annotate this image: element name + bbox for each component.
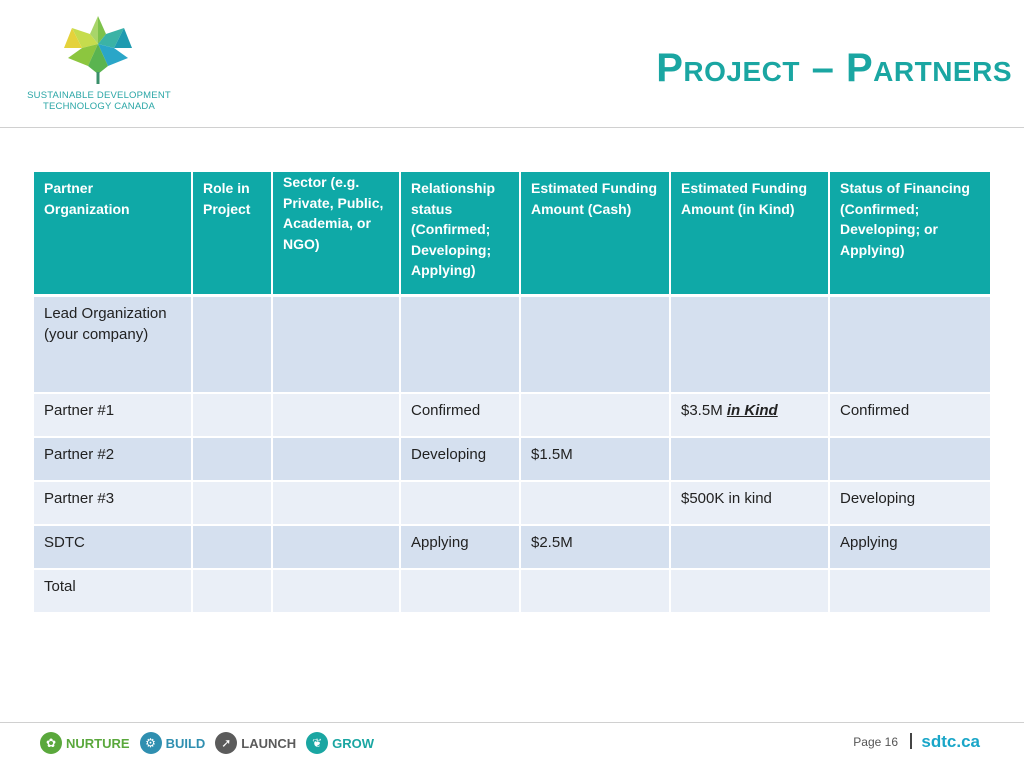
rocket-icon: ➚: [215, 732, 237, 754]
table-cell: [273, 436, 401, 480]
table-cell: [830, 294, 990, 392]
table-cell: $2.5M: [521, 524, 671, 568]
kind-emphasis: in Kind: [726, 402, 778, 419]
table-cell: $500K in kind: [671, 480, 830, 524]
table-cell: [401, 568, 521, 612]
table-row: [34, 294, 990, 392]
table-cell: [273, 392, 401, 436]
header-role-in-project: Role in Project: [193, 172, 273, 294]
table-cell: Developing: [401, 436, 521, 480]
table-cell: [830, 436, 990, 480]
table-cell: [193, 436, 273, 480]
table-cell: Total: [34, 568, 193, 612]
table-cell: [401, 294, 521, 392]
table-cell: [521, 568, 671, 612]
header-funding-cash: Estimated Funding Amount (Cash): [521, 172, 671, 294]
footer-item-grow: [306, 732, 374, 754]
table-cell: SDTC: [34, 524, 193, 568]
footer-item-nurture: [40, 732, 130, 754]
header-financing-status: Status of Financing (Confirmed; Developing; or Applying): [830, 172, 990, 294]
maple-leaf-icon: [58, 14, 138, 86]
table-cell: [193, 568, 273, 612]
table-cell: [671, 294, 830, 392]
table-cell: Lead Organization (your company): [34, 294, 193, 392]
page-number: Page 16: [853, 735, 898, 749]
table-cell: [273, 568, 401, 612]
table-cell: Applying: [401, 524, 521, 568]
table-cell: [193, 392, 273, 436]
table-cell: [521, 294, 671, 392]
table-row: [34, 392, 990, 436]
sdtc-logo: [14, 14, 184, 114]
website-link[interactable]: sdtc.ca: [921, 732, 980, 751]
table-row: [34, 480, 990, 524]
gears-icon: ⚙: [140, 732, 162, 754]
table-cell: [193, 524, 273, 568]
table-cell: [521, 392, 671, 436]
table-row: [34, 436, 990, 480]
footer-label: LAUNCH: [241, 735, 297, 751]
kind-amount: $3.5M: [681, 402, 723, 419]
table-cell: [273, 524, 401, 568]
table-header-row: [34, 172, 990, 294]
footer-item-launch: [215, 732, 296, 754]
header-partner-organization: Partner Organization: [34, 172, 193, 294]
footer-label: NURTURE: [66, 735, 130, 751]
table-cell: [521, 480, 671, 524]
table-row: [34, 524, 990, 568]
table-cell: [830, 568, 990, 612]
table-cell: [193, 294, 273, 392]
table-cell: [273, 480, 401, 524]
header-funding-in-kind: Estimated Funding Amount (in Kind): [671, 172, 830, 294]
footer-divider: [0, 722, 1024, 723]
header-relationship-status: Relationship status (Confirmed; Developing; Applying): [401, 172, 521, 294]
header-divider: [0, 127, 1024, 128]
footer-stages: [40, 730, 384, 756]
table-cell: [671, 436, 830, 480]
table-cell: Applying: [830, 524, 990, 568]
table-cell: [671, 524, 830, 568]
sprout-icon: ✿: [40, 732, 62, 754]
table-cell: [273, 294, 401, 392]
logo-line-1: SUSTAINABLE DEVELOPMENT: [27, 90, 171, 101]
footer-label: GROW: [332, 735, 375, 751]
table-row: [34, 568, 990, 612]
table-cell: Partner #3: [34, 480, 193, 524]
leaf-icon: ❦: [306, 732, 328, 754]
table-cell: [671, 568, 830, 612]
partners-table: [34, 172, 990, 612]
table-cell: Partner #2: [34, 436, 193, 480]
page-title: Project – Partners: [656, 46, 1012, 90]
table-cell: [401, 480, 521, 524]
table-cell: Partner #1: [34, 392, 193, 436]
table-cell: [671, 392, 830, 436]
table-cell: Confirmed: [830, 392, 990, 436]
header-sector: Sector (e.g. Private, Public, Academia, or NGO): [273, 172, 401, 294]
logo-line-2: TECHNOLOGY CANADA: [43, 101, 155, 112]
footer-separator: [910, 733, 912, 749]
table-cell: Developing: [830, 480, 990, 524]
table-cell: [193, 480, 273, 524]
footer-label: BUILD: [165, 735, 206, 751]
table-cell: Confirmed: [401, 392, 521, 436]
footer-item-build: [140, 732, 206, 754]
table-cell: $1.5M: [521, 436, 671, 480]
